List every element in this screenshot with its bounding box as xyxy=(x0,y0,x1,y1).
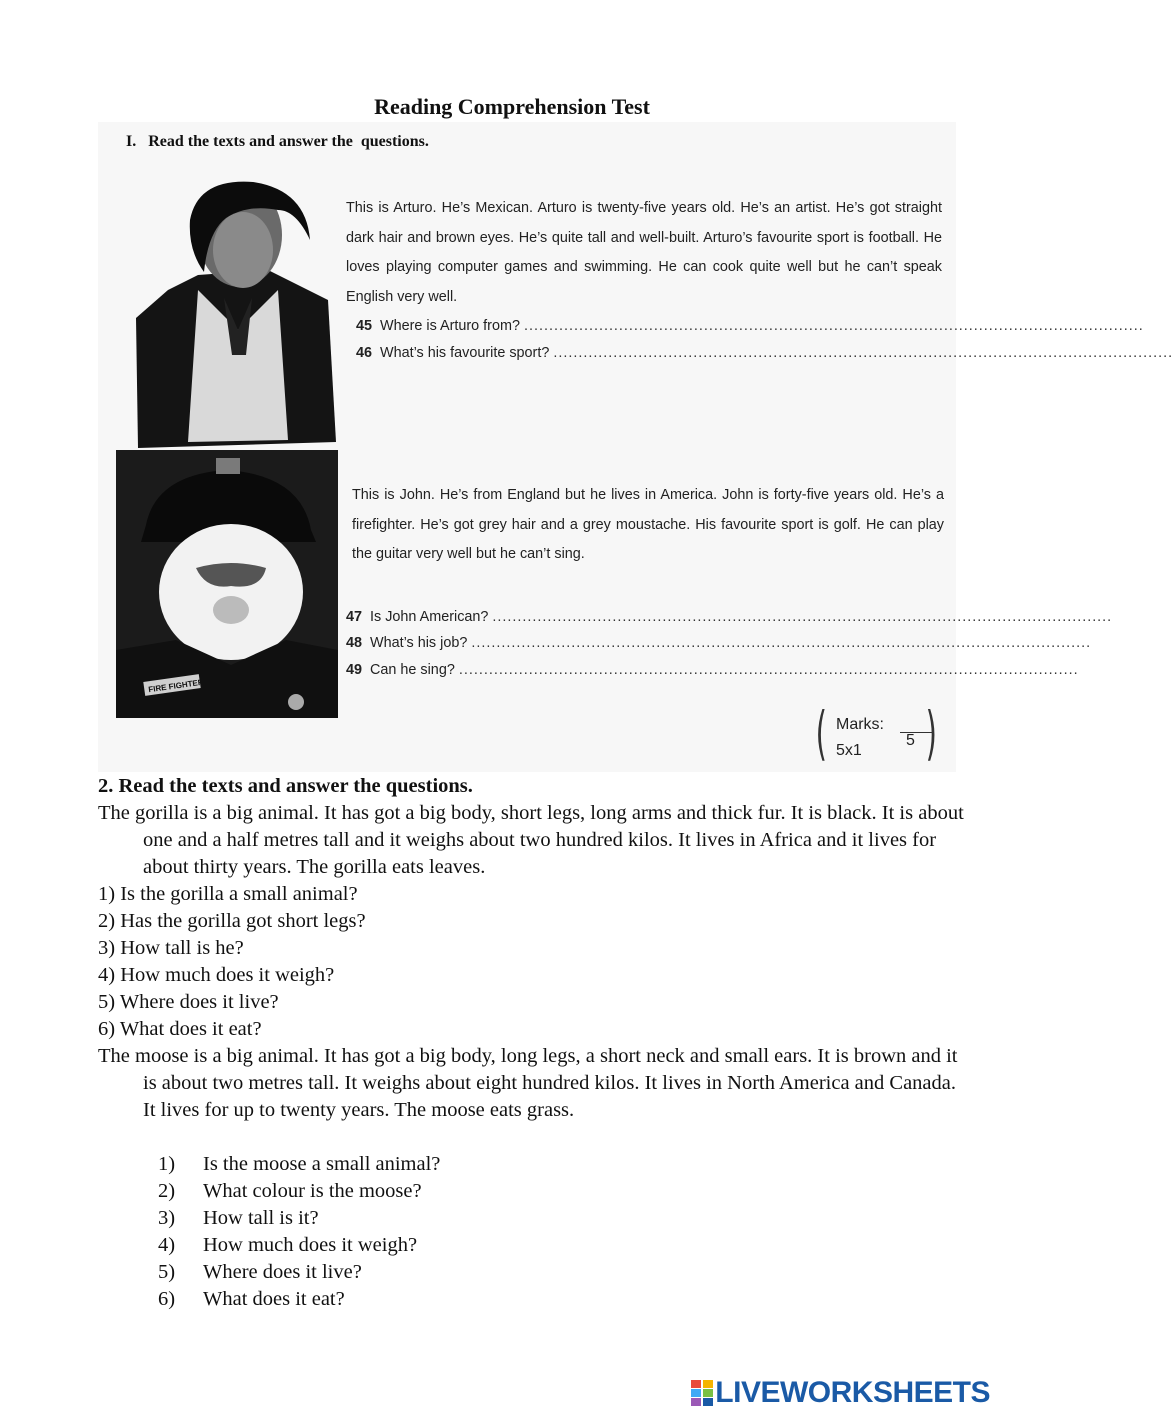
question-text: Can he sing? xyxy=(370,662,455,678)
question-number: 45 xyxy=(356,318,373,334)
gorilla-text: The gorilla is a big animal. It has got a big body, short legs, long arms and thick fur. It is black. It is about one and a half metres tall and it weighs about two hundred kilos. It lives in Africa and it lives for about thirty years. The gorilla eats leaves. xyxy=(98,802,964,878)
list-number: 1) xyxy=(158,1153,176,1175)
answer-line[interactable]: ............................................................................................................................ xyxy=(492,609,1113,625)
arturo-portrait-icon xyxy=(128,180,338,448)
firefighter-portrait-icon xyxy=(116,450,338,718)
question-45 xyxy=(356,318,1144,334)
list-number: 2) xyxy=(158,1180,176,1202)
right-paren-icon: ) xyxy=(925,699,937,767)
question-48 xyxy=(346,635,1092,651)
list-number: 6) xyxy=(158,1288,176,1310)
moose-question-5 xyxy=(158,1259,362,1286)
question-47 xyxy=(346,609,1113,625)
john-text: This is John. He’s from England but he lives in America. John is forty-five years old. He’s a firefighter. He’s got grey hair and a grey moustache. His favourite sport is golf. He can play the guitar very well but he can’t sing. xyxy=(352,487,944,562)
question-46 xyxy=(356,345,1173,361)
liveworksheets-logo-icon xyxy=(691,1380,713,1406)
list-number: 4) xyxy=(158,1234,176,1256)
marks-sub: 5x1 xyxy=(836,742,862,759)
gorilla-question-1: 1) Is the gorilla a small animal? xyxy=(98,883,358,905)
answer-line[interactable]: ............................................................................................................................ xyxy=(553,345,1173,361)
marks-box xyxy=(815,699,940,767)
moose-question-4 xyxy=(158,1232,417,1259)
liveworksheets-logo[interactable] xyxy=(691,1376,990,1410)
arturo-text: This is Arturo. He’s Mexican. Arturo is twenty-five years old. He’s an artist. He’s got straight dark hair and brown eyes. He’s quite tall and well-built. Arturo’s favourite sport is football. He loves playing computer games and swimming. He can cook quite well but he can’t speak English very well. xyxy=(346,200,942,305)
moose-question-2 xyxy=(158,1178,422,1205)
moose-text: The moose is a big animal. It has got a big body, long legs, a short neck and small ears. It is brown and it is about two metres tall. It weighs about eight hundred kilos. It lives in North America and Canada. It lives for up to twenty years. The moose eats grass. xyxy=(98,1045,958,1121)
question-text: What does it eat? xyxy=(203,1288,345,1310)
question-number: 47 xyxy=(346,609,363,625)
gorilla-question-2: 2) Has the gorilla got short legs? xyxy=(98,910,366,932)
question-text: Is John American? xyxy=(370,609,489,625)
firefighter-badge-text: FIRE FIGHTER xyxy=(147,677,205,695)
question-text: Is the moose a small animal? xyxy=(203,1153,441,1175)
list-number: 5) xyxy=(158,1261,176,1283)
page-title: Reading Comprehension Test xyxy=(374,94,650,119)
marks-total: 5 xyxy=(906,732,915,749)
answer-line[interactable]: ............................................................................................................................ xyxy=(471,635,1092,651)
question-text: Where does it live? xyxy=(203,1261,362,1283)
question-text: What’s his job? xyxy=(370,635,468,651)
gorilla-question-6: 6) What does it eat? xyxy=(98,1018,262,1040)
gorilla-question-4: 4) How much does it weigh? xyxy=(98,964,335,986)
question-number: 48 xyxy=(346,635,363,651)
question-text: How much does it weigh? xyxy=(203,1234,418,1256)
logo-text: LIVEWORKSHEETS xyxy=(715,1376,990,1409)
question-number: 49 xyxy=(346,662,363,678)
question-text: What colour is the moose? xyxy=(203,1180,422,1202)
answer-line[interactable]: ............................................................................................................................ xyxy=(523,318,1144,334)
arturo-photo xyxy=(128,180,338,448)
john-photo xyxy=(116,450,338,718)
part1-heading: I. Read the texts and answer the questions. xyxy=(126,133,429,150)
question-text: How tall is it? xyxy=(203,1207,319,1229)
marks-label: Marks: xyxy=(836,716,884,733)
gorilla-question-5: 5) Where does it live? xyxy=(98,991,279,1013)
question-text: What’s his favourite sport? xyxy=(380,345,550,361)
part2-heading: 2. Read the texts and answer the questions. xyxy=(98,775,473,797)
moose-question-6 xyxy=(158,1286,345,1313)
answer-line[interactable]: ............................................................................................................................ xyxy=(458,662,1079,678)
gorilla-question-3: 3) How tall is he? xyxy=(98,937,244,959)
question-number: 46 xyxy=(356,345,373,361)
question-49 xyxy=(346,662,1079,678)
list-number: 3) xyxy=(158,1207,176,1229)
left-paren-icon: ( xyxy=(815,699,827,767)
moose-question-1 xyxy=(158,1151,440,1178)
moose-question-3 xyxy=(158,1205,319,1232)
question-text: Where is Arturo from? xyxy=(380,318,520,334)
